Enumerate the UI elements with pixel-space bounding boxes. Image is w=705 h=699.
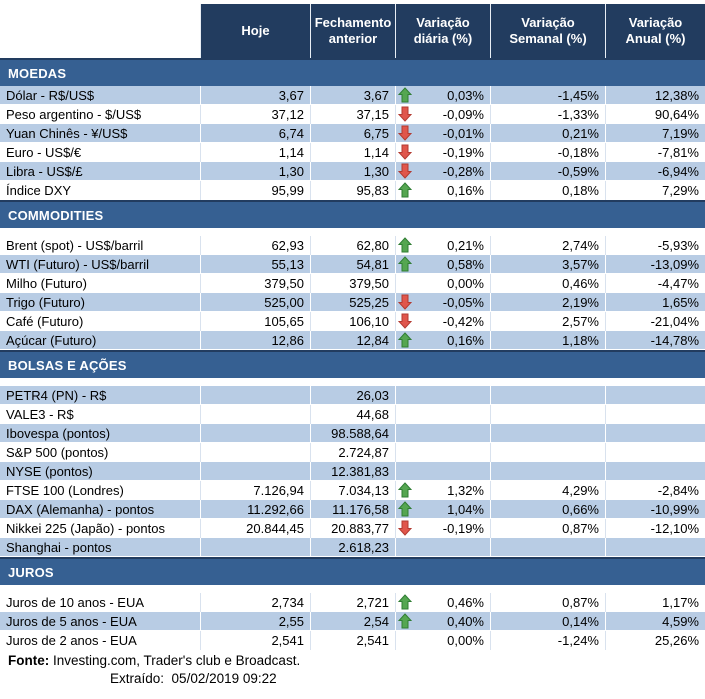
cell-variacao-diaria: 0,00%: [395, 631, 490, 650]
cell-variacao-anual: -2,84%: [605, 481, 705, 500]
cell-fechamento-anterior: 12.381,83: [310, 462, 395, 481]
cell-hoje: [200, 443, 310, 462]
cell-fechamento-anterior: 7.034,13: [310, 481, 395, 500]
cell-variacao-semanal: [490, 462, 605, 481]
cell-variacao-semanal: [490, 386, 605, 405]
table-row: [0, 631, 705, 650]
cell-variacao-diaria: 1,32%: [395, 481, 490, 500]
cell-hoje: 11.292,66: [200, 500, 310, 519]
cell-instrument-label: Peso argentino - $/US$: [0, 105, 200, 124]
cell-variacao-diaria: -0,28%: [395, 162, 490, 181]
cell-fechamento-anterior: 2.724,87: [310, 443, 395, 462]
cell-variacao-semanal: [490, 443, 605, 462]
cell-hoje: 62,93: [200, 236, 310, 255]
cell-variacao-diaria: 0,00%: [395, 274, 490, 293]
cell-hoje: [200, 386, 310, 405]
cell-variacao-diaria: 0,03%: [395, 86, 490, 105]
table-row: [0, 274, 705, 293]
cell-hoje: 7.126,94: [200, 481, 310, 500]
cell-variacao-anual: 1,17%: [605, 593, 705, 612]
cell-variacao-diaria: 0,21%: [395, 236, 490, 255]
cell-fechamento-anterior: 2,541: [310, 631, 395, 650]
cell-variacao-anual: 7,19%: [605, 124, 705, 143]
cell-instrument-label: FTSE 100 (Londres): [0, 481, 200, 500]
cell-fechamento-anterior: 37,15: [310, 105, 395, 124]
table-row: [0, 143, 705, 162]
cell-variacao-semanal: 2,74%: [490, 236, 605, 255]
up-arrow-icon: [398, 182, 412, 198]
cell-instrument-label: Índice DXY: [0, 181, 200, 200]
column-header-hoje: Hoje: [200, 4, 310, 58]
cell-variacao-semanal: -1,33%: [490, 105, 605, 124]
cell-hoje: 12,86: [200, 331, 310, 350]
down-arrow-icon: [398, 520, 412, 536]
down-arrow-icon: [398, 106, 412, 122]
table-row: [0, 124, 705, 143]
cell-variacao-diaria: 0,16%: [395, 331, 490, 350]
cell-fechamento-anterior: 11.176,58: [310, 500, 395, 519]
cell-variacao-diaria: -0,05%: [395, 293, 490, 312]
table-row: [0, 255, 705, 274]
cell-hoje: 3,67: [200, 86, 310, 105]
cell-fechamento-anterior: 98.588,64: [310, 424, 395, 443]
table-row: [0, 538, 705, 557]
cell-fechamento-anterior: 106,10: [310, 312, 395, 331]
table-row: [0, 293, 705, 312]
cell-variacao-diaria: [395, 443, 490, 462]
section-gap: [0, 585, 705, 593]
cell-variacao-semanal: 0,21%: [490, 124, 605, 143]
table-row: [0, 500, 705, 519]
cell-instrument-label: Milho (Futuro): [0, 274, 200, 293]
cell-instrument-label: S&P 500 (pontos): [0, 443, 200, 462]
cell-variacao-semanal: [490, 424, 605, 443]
cell-hoje: 105,65: [200, 312, 310, 331]
table-row: [0, 162, 705, 181]
cell-instrument-label: Juros de 2 anos - EUA: [0, 631, 200, 650]
cell-variacao-anual: [605, 462, 705, 481]
cell-variacao-semanal: -1,24%: [490, 631, 605, 650]
table-row: [0, 593, 705, 612]
cell-variacao-anual: 7,29%: [605, 181, 705, 200]
cell-variacao-diaria: -0,01%: [395, 124, 490, 143]
cell-variacao-anual: -21,04%: [605, 312, 705, 331]
cell-hoje: 37,12: [200, 105, 310, 124]
cell-hoje: 379,50: [200, 274, 310, 293]
table-row: [0, 443, 705, 462]
header-label-spacer: [0, 4, 200, 58]
cell-instrument-label: Juros de 5 anos - EUA: [0, 612, 200, 631]
cell-instrument-label: Brent (spot) - US$/barril: [0, 236, 200, 255]
cell-hoje: 2,55: [200, 612, 310, 631]
cell-variacao-anual: -12,10%: [605, 519, 705, 538]
cell-variacao-diaria: 0,58%: [395, 255, 490, 274]
cell-hoje: 1,14: [200, 143, 310, 162]
cell-fechamento-anterior: 12,84: [310, 331, 395, 350]
cell-fechamento-anterior: 2.618,23: [310, 538, 395, 557]
cell-variacao-diaria: [395, 405, 490, 424]
cell-variacao-semanal: -0,59%: [490, 162, 605, 181]
cell-variacao-diaria: [395, 538, 490, 557]
cell-variacao-anual: 25,26%: [605, 631, 705, 650]
cell-variacao-semanal: 3,57%: [490, 255, 605, 274]
table-row: [0, 481, 705, 500]
cell-variacao-diaria: -0,19%: [395, 143, 490, 162]
source-text: Investing.com, Trader's club e Broadcast.: [49, 653, 301, 668]
cell-variacao-anual: [605, 424, 705, 443]
cell-instrument-label: PETR4 (PN) - R$: [0, 386, 200, 405]
table-row: [0, 181, 705, 200]
cell-variacao-semanal: [490, 538, 605, 557]
cell-variacao-anual: 90,64%: [605, 105, 705, 124]
cell-instrument-label: Café (Futuro): [0, 312, 200, 331]
source-line: [8, 653, 705, 671]
cell-hoje: [200, 538, 310, 557]
cell-fechamento-anterior: 6,75: [310, 124, 395, 143]
down-arrow-icon: [398, 144, 412, 160]
table-row: [0, 612, 705, 631]
cell-variacao-diaria: -0,19%: [395, 519, 490, 538]
cell-instrument-label: WTI (Futuro) - US$/barril: [0, 255, 200, 274]
extracted-label: Extraído:: [110, 671, 165, 686]
cell-fechamento-anterior: 95,83: [310, 181, 395, 200]
cell-hoje: [200, 462, 310, 481]
cell-hoje: 2,734: [200, 593, 310, 612]
cell-hoje: 1,30: [200, 162, 310, 181]
cell-variacao-diaria: -0,09%: [395, 105, 490, 124]
cell-fechamento-anterior: 26,03: [310, 386, 395, 405]
cell-variacao-anual: -10,99%: [605, 500, 705, 519]
cell-variacao-anual: -6,94%: [605, 162, 705, 181]
cell-instrument-label: VALE3 - R$: [0, 405, 200, 424]
table-body: [0, 58, 705, 650]
cell-instrument-label: Açúcar (Futuro): [0, 331, 200, 350]
table-row: [0, 519, 705, 538]
cell-variacao-anual: -14,78%: [605, 331, 705, 350]
cell-instrument-label: DAX (Alemanha) - pontos: [0, 500, 200, 519]
up-arrow-icon: [398, 237, 412, 253]
cell-variacao-diaria: [395, 386, 490, 405]
cell-instrument-label: Ibovespa (pontos): [0, 424, 200, 443]
cell-variacao-semanal: -1,45%: [490, 86, 605, 105]
cell-variacao-diaria: 0,16%: [395, 181, 490, 200]
table-row: [0, 331, 705, 350]
table-row: [0, 386, 705, 405]
section-gap: [0, 378, 705, 386]
cell-variacao-anual: -5,93%: [605, 236, 705, 255]
cell-variacao-semanal: 2,19%: [490, 293, 605, 312]
cell-instrument-label: NYSE (pontos): [0, 462, 200, 481]
cell-variacao-anual: 4,59%: [605, 612, 705, 631]
section-header-commodities: COMMODITIES: [0, 200, 705, 228]
cell-instrument-label: Yuan Chinês - ¥/US$: [0, 124, 200, 143]
cell-variacao-semanal: 0,87%: [490, 519, 605, 538]
section-header-bolsas-e-a-es: BOLSAS E AÇÕES: [0, 350, 705, 378]
column-header-variacao-semanal: Variação Semanal (%): [490, 4, 605, 58]
cell-variacao-anual: [605, 405, 705, 424]
table-row: [0, 462, 705, 481]
cell-fechamento-anterior: 2,54: [310, 612, 395, 631]
cell-variacao-diaria: 0,40%: [395, 612, 490, 631]
cell-variacao-semanal: 0,46%: [490, 274, 605, 293]
cell-variacao-anual: [605, 538, 705, 557]
cell-variacao-semanal: 0,14%: [490, 612, 605, 631]
cell-fechamento-anterior: 54,81: [310, 255, 395, 274]
cell-fechamento-anterior: 20.883,77: [310, 519, 395, 538]
cell-hoje: 95,99: [200, 181, 310, 200]
cell-fechamento-anterior: 2,721: [310, 593, 395, 612]
cell-variacao-semanal: 0,66%: [490, 500, 605, 519]
cell-variacao-diaria: -0,42%: [395, 312, 490, 331]
up-arrow-icon: [398, 87, 412, 103]
cell-instrument-label: Nikkei 225 (Japão) - pontos: [0, 519, 200, 538]
column-header-fechamento: Fechamento anterior: [310, 4, 395, 58]
cell-variacao-anual: -7,81%: [605, 143, 705, 162]
section-gap: [0, 228, 705, 236]
down-arrow-icon: [398, 125, 412, 141]
down-arrow-icon: [398, 294, 412, 310]
section-header-moedas: MOEDAS: [0, 58, 705, 86]
cell-variacao-semanal: 2,57%: [490, 312, 605, 331]
cell-variacao-semanal: [490, 405, 605, 424]
table-row: [0, 236, 705, 255]
cell-variacao-anual: [605, 386, 705, 405]
cell-hoje: 55,13: [200, 255, 310, 274]
cell-fechamento-anterior: 1,30: [310, 162, 395, 181]
extracted-value: 05/02/2019 09:22: [171, 671, 277, 686]
cell-variacao-diaria: [395, 424, 490, 443]
cell-fechamento-anterior: 1,14: [310, 143, 395, 162]
cell-instrument-label: Juros de 10 anos - EUA: [0, 593, 200, 612]
table-row: [0, 105, 705, 124]
cell-variacao-anual: 12,38%: [605, 86, 705, 105]
up-arrow-icon: [398, 594, 412, 610]
cell-hoje: 20.844,45: [200, 519, 310, 538]
cell-variacao-diaria: 1,04%: [395, 500, 490, 519]
cell-fechamento-anterior: 379,50: [310, 274, 395, 293]
up-arrow-icon: [398, 501, 412, 517]
down-arrow-icon: [398, 313, 412, 329]
cell-instrument-label: Shanghai - pontos: [0, 538, 200, 557]
cell-variacao-anual: -4,47%: [605, 274, 705, 293]
cell-fechamento-anterior: 525,25: [310, 293, 395, 312]
table-row: [0, 312, 705, 331]
up-arrow-icon: [398, 332, 412, 348]
table-row: [0, 405, 705, 424]
section-header-juros: JUROS: [0, 557, 705, 585]
table-row: [0, 424, 705, 443]
table-row: [0, 86, 705, 105]
cell-variacao-diaria: 0,46%: [395, 593, 490, 612]
cell-variacao-semanal: 1,18%: [490, 331, 605, 350]
cell-instrument-label: Trigo (Futuro): [0, 293, 200, 312]
cell-hoje: 525,00: [200, 293, 310, 312]
cell-fechamento-anterior: 62,80: [310, 236, 395, 255]
cell-instrument-label: Euro - US$/€: [0, 143, 200, 162]
table-footer: [0, 650, 705, 689]
source-label: Fonte:: [8, 653, 50, 668]
up-arrow-icon: [398, 482, 412, 498]
up-arrow-icon: [398, 613, 412, 629]
cell-variacao-anual: 1,65%: [605, 293, 705, 312]
cell-hoje: 6,74: [200, 124, 310, 143]
cell-fechamento-anterior: 44,68: [310, 405, 395, 424]
cell-hoje: [200, 405, 310, 424]
cell-variacao-semanal: 4,29%: [490, 481, 605, 500]
table-header: [0, 4, 705, 58]
cell-variacao-semanal: 0,87%: [490, 593, 605, 612]
cell-variacao-semanal: -0,18%: [490, 143, 605, 162]
up-arrow-icon: [398, 256, 412, 272]
cell-variacao-anual: -13,09%: [605, 255, 705, 274]
cell-hoje: [200, 424, 310, 443]
cell-fechamento-anterior: 3,67: [310, 86, 395, 105]
down-arrow-icon: [398, 163, 412, 179]
cell-instrument-label: Libra - US$/£: [0, 162, 200, 181]
cell-hoje: 2,541: [200, 631, 310, 650]
cell-variacao-diaria: [395, 462, 490, 481]
cell-variacao-anual: [605, 443, 705, 462]
column-header-variacao-diaria: Variação diária (%): [395, 4, 490, 58]
cell-variacao-semanal: 0,18%: [490, 181, 605, 200]
cell-instrument-label: Dólar - R$/US$: [0, 86, 200, 105]
column-header-variacao-anual: Variação Anual (%): [605, 4, 705, 58]
extracted-line: [8, 671, 705, 689]
